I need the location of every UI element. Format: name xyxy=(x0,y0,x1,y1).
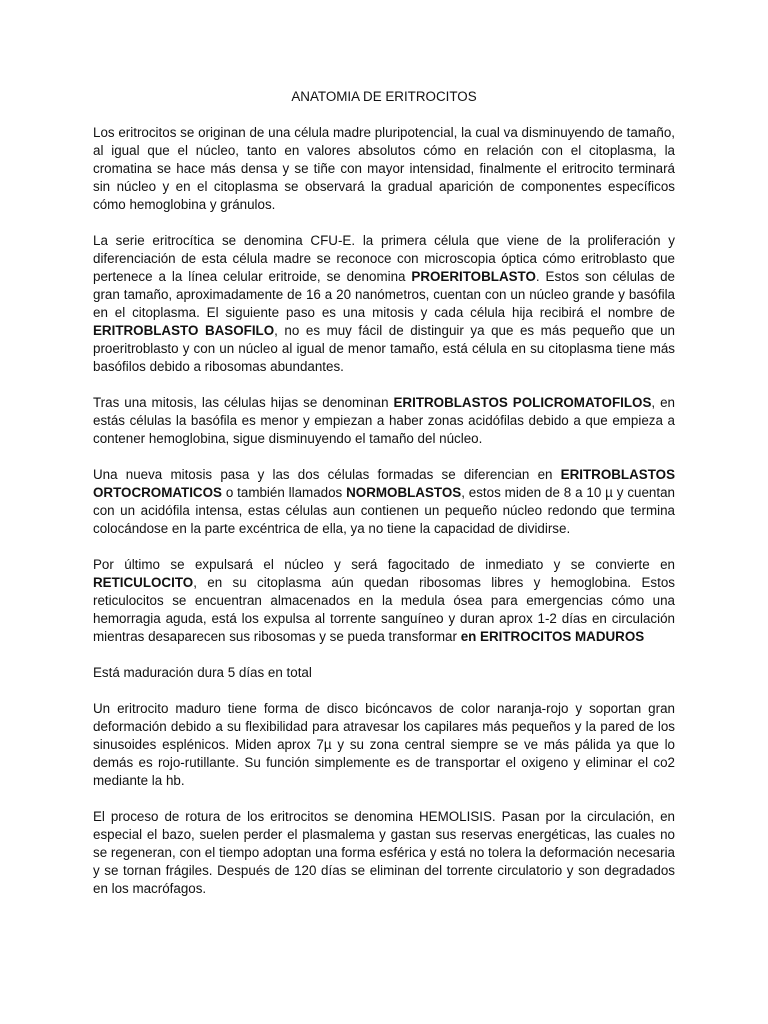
paragraph-reticulocito xyxy=(93,556,675,646)
paragraph-text: Tras una mitosis, las células hijas se denominan xyxy=(93,395,394,410)
paragraph-maduracion: Está maduración dura 5 días en total xyxy=(93,665,312,680)
paragraph-text: . Estos son células de gran tamaño, aproximadamente de 16 a 20 nanómetros, cuentan con un núcleo grande y basófila en el citoplasma. El siguiente paso es una mitosis y cada célula hija recibirá el nombre de xyxy=(93,269,675,320)
paragraph-text: , estos miden de 8 a 10 µ y cuentan con un acidófila intensa, estas células aun contienen un pequeño núcleo redondo que termina colocándose en la parte excéntrica de ella, ya no tiene la capacidad de dividirse. xyxy=(93,485,675,536)
document-title: ANATOMIA DE ERITROCITOS xyxy=(291,89,477,104)
paragraph-eritrocito-maduro: Un eritrocito maduro tiene forma de disco bicóncavos de color naranja-rojo y soportan gran deformación debido a su flexibilidad para atravesar los capilares más pequeños y la pared de los sinusoides esplénicos. Miden aprox 7µ y su zona central siempre se ve más pálida ya que lo demás es rojo-rutillante. Su función simplemente es de transportar el oxigeno y eliminar el co2 mediante la hb. xyxy=(93,701,675,788)
paragraph-text: , en estás células la basófila es menor y empiezan a haber zonas acidófilas debido a que empieza a contener hemoglobina, sigue disminuyendo el tamaño del núcleo. xyxy=(93,395,675,446)
paragraph-origin: Los eritrocitos se originan de una célula madre pluripotencial, la cual va disminuyendo de tamaño, al igual que el núcleo, tanto en valores absolutos cómo en relación con el citoplasma, la cromatina se hace más densa y se tiñe con mayor intensidad, finalmente el eritrocito terminará sin núcleo y en el citoplasma se observará la gradual aparición de componentes específicos cómo hemoglobina y gránulos. xyxy=(93,125,675,212)
paragraph-policromatofilos xyxy=(93,394,675,448)
paragraph-text: , no es muy fácil de distinguir ya que es más pequeño que un proeritroblasto y con un núcleo al igual de menor tamaño, está célula en su citoplasma tiene más basófilos debido a ribosomas abundantes. xyxy=(93,323,675,374)
paragraph-text: Por último se expulsará el núcleo y será fagocitado de inmediato y se convierte en xyxy=(93,557,675,572)
paragraph-proeritroblasto xyxy=(93,232,675,376)
term-proeritroblasto: PROERITOBLASTO xyxy=(411,269,536,284)
paragraph-text: Una nueva mitosis pasa y las dos células formadas se diferencian en xyxy=(93,467,561,482)
term-reticulocito: RETICULOCITO xyxy=(93,575,194,590)
paragraph-text: , en su citoplasma aún quedan ribosomas libres y hemoglobina. Estos reticulocitos se encuentran almacenados en la medula ósea para emergencias cómo una hemorragia aguda, está los expulsa al torrente sanguíneo y duran aprox 1-2 días en circulación mientras desaparecen sus ribosomas y se pueda transformar xyxy=(93,575,675,644)
paragraph-hemolisis: El proceso de rotura de los eritrocitos se denomina HEMOLISIS. Pasan por la circulación, en especial el bazo, suelen perder el plasmalema y gastan sus reservas energéticas, las cuales no se regeneran, con el tiempo adoptan una forma esférica y está no tolera la deformación necesaria y se tornan frágiles. Después de 120 días se eliminan del torrente circulatorio y son degradados en los macrófagos. xyxy=(93,809,675,896)
term-normoblastos: NORMOBLASTOS xyxy=(346,485,462,500)
term-eritrocitos-maduros: en ERITROCITOS MADUROS xyxy=(460,629,645,644)
term-ortocromaticos: ERITROBLASTOS ORTOCROMATICOS xyxy=(93,467,675,500)
paragraph-text: La serie eritrocítica se denomina CFU-E. la primera célula que viene de la proliferación y diferenciación de esta célula madre se reconoce con microscopia óptica cómo eritroblasto que pertenece a la línea celular eritroide, se denomina xyxy=(93,233,675,284)
paragraph-text: o también llamados xyxy=(221,485,347,500)
paragraph-ortocromaticos xyxy=(93,466,675,538)
term-policromatofilos: ERITROBLASTOS POLICROMATOFILOS xyxy=(393,395,652,410)
term-eritroblasto-basofilo: ERITROBLASTO BASOFILO xyxy=(93,323,275,338)
